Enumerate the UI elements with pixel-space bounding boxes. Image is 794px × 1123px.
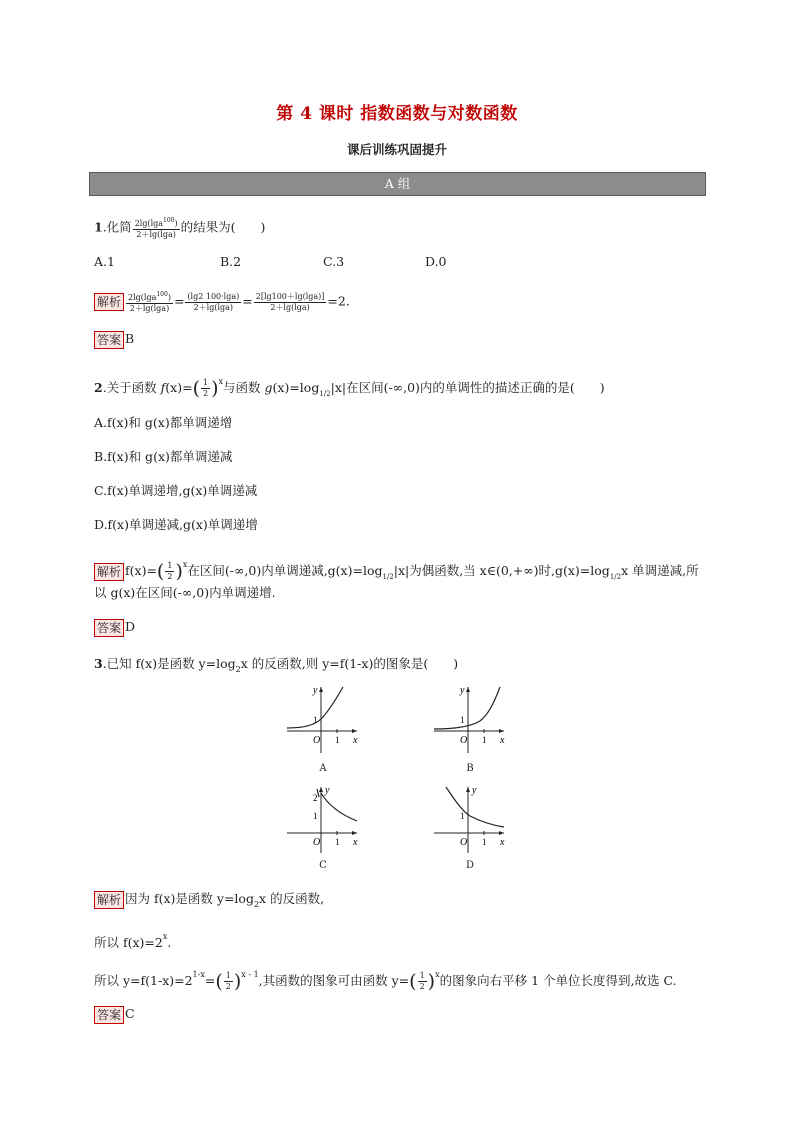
q2-number: 2: [94, 380, 103, 395]
graph-a-xtick-label: 1: [335, 735, 340, 745]
graph-d-y-arrow: [466, 787, 470, 792]
graph-c-curve: [321, 793, 357, 821]
graph-b-x-label: x: [500, 735, 505, 746]
q2-stem: 2.关于函数 f(x)=( $\frac{1}{2}$ )$^x$与函数 $g(x)=\log_{1/2}|x|$在区间(-∞,0)内的单调性的描述正确的是( ): [94, 377, 605, 400]
graph-c-origin: O: [313, 837, 321, 848]
q1-fraction: $\frac{2\lg(\lg a^{100})}{2+\lg(\lg a)}$: [134, 217, 178, 239]
graph-b-label: B: [466, 763, 474, 774]
q1-answer-tag: 答案: [94, 331, 124, 349]
graph-b: [430, 683, 510, 755]
q2-answer-tag: 答案: [94, 619, 124, 637]
graph-a-x-label: x: [353, 735, 358, 746]
graph-a-y-label: y: [313, 685, 318, 696]
q3-analysis-line3: 所以 $y=f(1-x)=2^{1-x}=$( $\frac{1}{2}$ )$^{x - 1}$,其函数的图象可由函数 y=( $\frac{1}{2}$ )$^x$的图象向右平移 1 个单位长度得到,故选 C.: [94, 970, 677, 993]
q3-answer-tag: 答案: [94, 1006, 124, 1024]
graph-d-origin: O: [460, 837, 468, 848]
page-title: 第 4 课时 指数函数与对数函数: [276, 104, 518, 124]
q2-analysis-cont: 以 g(x)在区间(-∞,0)内单调递增.: [94, 585, 276, 600]
graph-b-y-arrow: [466, 687, 470, 692]
q2-answer: 答案 D: [94, 617, 135, 637]
page-subtitle: 课后训练巩固提升: [346, 142, 447, 157]
q2-option-a: A.f(x)和 g(x)都单调递增: [94, 415, 233, 430]
q3-analysis-line2: 所以 $f(x)=2^x$.: [94, 932, 172, 950]
graph-c-ytick2-label: 2: [313, 793, 318, 803]
q1-option-b: B.2: [220, 254, 242, 269]
q2-analysis-tag: 解析: [94, 563, 124, 581]
graph-b-ytick-label: 1: [460, 715, 465, 725]
q3-analysis-tag: 解析: [94, 891, 124, 909]
graph-b-x-arrow: [499, 729, 504, 733]
graph-c-x-arrow: [352, 831, 357, 835]
graph-c: [283, 783, 363, 855]
graph-d-label: D: [465, 860, 475, 871]
q2-option-c: C.f(x)单调递增,g(x)单调递减: [94, 483, 258, 498]
graph-c-ytick1-label: 1: [313, 811, 318, 821]
q3-number: 3: [94, 656, 103, 671]
q1-analysis-tag: 解析: [94, 293, 124, 311]
graph-d-y-label: y: [472, 785, 477, 796]
q2-analysis: 解析 f(x)=( $\frac{1}{2}$ )$^x$在区间(-∞,0)内单调递减$,g(x)=\log_{1/2}|x|$为偶函数,当 x∈(0,+∞)时$,g(x)=\log_{1/2}x$ 单调递减,所: [94, 555, 699, 587]
q1-option-c: C.3: [323, 254, 345, 269]
q1-number: 1: [94, 219, 103, 235]
q2-option-d: D.f(x)单调递减,g(x)单调递增: [94, 517, 258, 532]
graph-b-y-label: y: [460, 685, 465, 696]
group-bar: A 组: [89, 172, 706, 196]
graph-d-xtick-label: 1: [482, 837, 487, 847]
q1-option-d: D.0: [425, 254, 447, 269]
graph-a: [283, 683, 363, 755]
graph-b-xtick-label: 1: [482, 735, 487, 745]
graph-a-x-arrow: [352, 729, 357, 733]
q3-answer: 答案 C: [94, 1004, 135, 1024]
q3-stem: 3.已知 f(x)是函数 $y=\log_2x$ 的反函数,则 y=f(1-x)的图象是( ): [94, 656, 459, 674]
graph-d-ytick-label: 1: [460, 811, 465, 821]
q3-analysis-line1: 解析 因为 f(x)是函数 $y=\log_2x$ 的反函数,: [94, 889, 324, 915]
graph-c-xtick-label: 1: [335, 837, 340, 847]
graph-d-x-label: x: [500, 837, 505, 848]
graph-c-y-label: y: [325, 785, 330, 796]
q1-answer: 答案 B: [94, 329, 134, 349]
graph-d-x-arrow: [499, 831, 504, 835]
graph-c-y-arrow: [319, 787, 323, 792]
graph-a-y-arrow: [319, 687, 323, 692]
q1-stem: 1.化简 $\frac{2\lg(\lg a^{100})}{2+\lg(\lg a)}$ 的结果为( ): [94, 217, 266, 239]
graph-a-origin: O: [313, 735, 321, 746]
graph-c-label: C: [319, 860, 327, 871]
q1-analysis: 解析 $\frac{2\lg(\lg a^{100})}{2+\lg(\lg a)}$ = $\frac{(\lg 2 100\cdot\lg a)}{2+\lg(\lg a)}$ = $\frac{2[\lg 100+\lg(\lg a)]}{2+\lg(\lg a)}$ =2.: [94, 290, 350, 314]
graph-b-curve: [434, 687, 500, 729]
graph-a-label: A: [319, 763, 327, 774]
q1-option-a: A.1: [94, 254, 115, 269]
graph-c-x-label: x: [353, 837, 358, 848]
graph-d: [430, 783, 510, 855]
graph-b-origin: O: [460, 735, 468, 746]
q2-option-b: B.f(x)和 g(x)都单调递减: [94, 449, 233, 464]
graph-a-ytick-label: 1: [313, 715, 318, 725]
